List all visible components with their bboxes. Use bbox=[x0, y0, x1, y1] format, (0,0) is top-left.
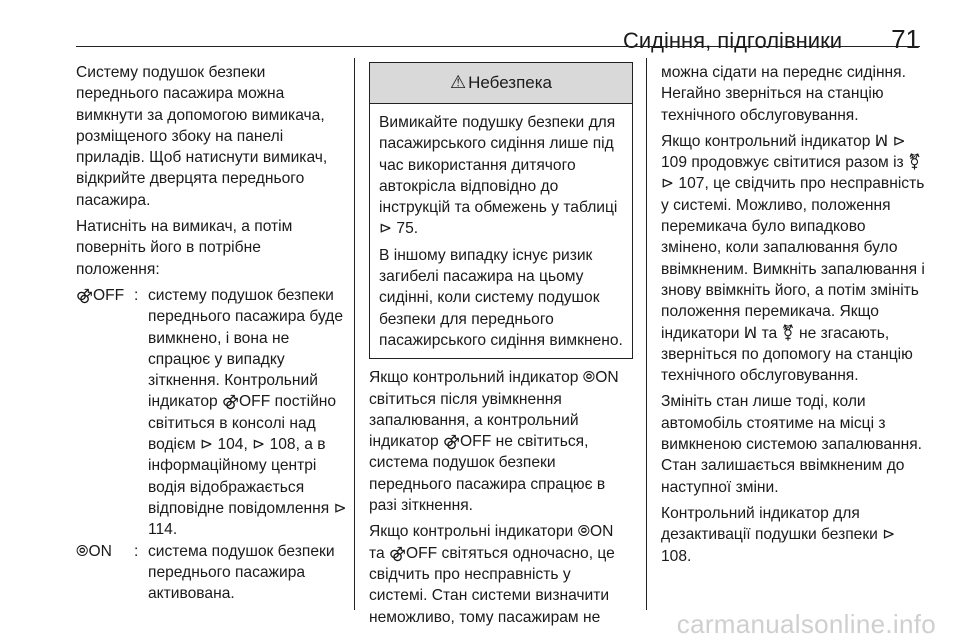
warning-body bbox=[370, 104, 632, 358]
warning-box bbox=[369, 62, 633, 359]
airbag-off-icon: ⚣ bbox=[443, 433, 461, 451]
off-description: систему подушок безпеки переднього пасажира буде вимкнено, і вона не спрацює у випадку зіткнення. Контрольний індикатор ⚣OFF постійно світиться в консолі над водієм ⊳ 104, ⊳ 108, а в інформаційному центрі водія відображається відповідне повідомлення ⊳ 114. bbox=[148, 286, 347, 539]
seatbelt-icon: ꟽ bbox=[743, 324, 758, 342]
airbag-off-icon: ⚣ bbox=[388, 544, 406, 562]
column-2 bbox=[369, 62, 633, 633]
instruction-paragraph: Натисніть на вимикач, а потім поверніть його в потрібне положення: bbox=[76, 218, 293, 278]
paragraph-indicator-on: Якщо контрольний індикатор ⦾ON світиться після увімкнення запалювання, а контрольний індикатор ⚣OFF не світиться, система подушок безпеки переднього пасажира спрацює в разі зіткнення. bbox=[369, 369, 619, 515]
intro-paragraph: Систему подушок безпеки переднього пасажира можна вимкнути за допомогою вимикача, розміщеного збоку на панелі приладів. Щоб натиснути вимикач, відкрийте дверцята переднього пасажира. bbox=[76, 64, 328, 209]
warning-title: Небезпека bbox=[468, 73, 553, 93]
ref-arrow-icon: ⊳ bbox=[892, 132, 906, 150]
page-ref[interactable]: 114. bbox=[148, 521, 178, 539]
off-term: ⚣OFF bbox=[76, 285, 134, 541]
airbag-off-icon: ⚣ bbox=[76, 286, 93, 304]
airbag-on-icon: ⦾ bbox=[577, 523, 591, 541]
on-definition: ⦾ON : система подушок безпеки переднього пасажира активована. bbox=[76, 541, 348, 605]
seatbelt-icon: ꟽ bbox=[874, 132, 889, 150]
page-header bbox=[76, 24, 920, 60]
column-divider-1 bbox=[354, 58, 355, 610]
column-1 bbox=[76, 62, 348, 604]
paragraph-state-change: Змініть стан лише тоді, коли автомобіль стоятиме на місці з вимкненою системою запалювання. Стан залишається ввімкненим до наступної зміни. bbox=[661, 393, 923, 496]
ref-arrow-icon: ⊳ bbox=[252, 436, 266, 454]
header-rule bbox=[76, 46, 920, 47]
paragraph-deactivation: Контрольний індикатор для дезактивації подушки безпеки ⊳ 108. bbox=[661, 504, 896, 565]
page-ref[interactable]: 75. bbox=[396, 220, 419, 238]
ref-arrow-icon: ⊳ bbox=[661, 175, 675, 193]
column-divider-2 bbox=[646, 58, 647, 610]
paragraph-indicators-both: Якщо контрольні індикатори ⦾ON та ⚣OFF світяться одночасно, це свідчить про несправність у системі. Стан системи визначити неможливо, тому пасажирам не bbox=[369, 523, 615, 626]
airbag-on-icon: ⦾ bbox=[76, 542, 89, 560]
ref-arrow-icon: ⊳ bbox=[379, 220, 393, 238]
ref-arrow-icon: ⊳ bbox=[333, 499, 347, 517]
airbag-off-icon: ⚣ bbox=[222, 393, 240, 411]
warning-paragraph-1: Вимикайте подушку безпеки для пасажирського сидіння лише під час використання дитячого автокрісла відповідно до інструкцій та обмежень у таблиці ⊳ 75. bbox=[379, 112, 624, 240]
off-definition: ⚣OFF : систему подушок безпеки переднього пасажира буде вимкнено, і вона не спрацює у випадку зіткнення. Контрольний індикатор ⚣OFF постійно світиться в консолі над водієм ⊳ 104, ⊳ 108, а в інформаційному центрі водія відображається відповідне повідомлення ⊳ 114. bbox=[76, 285, 348, 541]
ref-arrow-icon: ⊳ bbox=[200, 436, 214, 454]
warning-icon: ⚠ bbox=[449, 72, 467, 93]
page-number: 71 bbox=[891, 24, 920, 54]
watermark: carmanualsonline.info bbox=[676, 609, 936, 639]
warning-paragraph-2: В іншому випадку існує ризик загибелі пасажира на цьому сидінні, коли систему подушок безпеки для переднього пасажирського сидіння вимкнено. bbox=[379, 246, 623, 349]
airbag-on-icon: ⦾ bbox=[582, 369, 596, 387]
airbag-icon: ⚧ bbox=[908, 154, 922, 172]
page-title: Сидіння, підголівники bbox=[622, 28, 842, 53]
on-term: ⦾ON bbox=[76, 541, 134, 605]
on-description: система подушок безпеки переднього пасажира активована. bbox=[148, 542, 335, 603]
page-ref[interactable]: 108. bbox=[661, 547, 692, 565]
warning-header bbox=[370, 63, 632, 104]
ref-arrow-icon: ⊳ bbox=[882, 526, 896, 544]
page-ref[interactable]: 104, bbox=[217, 436, 248, 454]
continuation-paragraph: можна сідати на переднє сидіння. Негайно зверніться на станцію технічного обслуговування. bbox=[661, 64, 906, 124]
paragraph-malfunction: Якщо контрольний індикатор ꟽ ⊳ 109 продовжує світитися разом із ⚧ ⊳ 107, це свідчить про несправність у системі. Можливо, положення перемикача було випадково змінено, коли запалювання було ввімкненим. Вимкніть запалювання і знову ввімкніть його, а потім змініть положення перемикача. Якщо індикатори ꟽ та ⚧ не згасають, зверніться по допомогу на станцію технічного обслуговування. bbox=[661, 132, 925, 385]
airbag-icon: ⚧ bbox=[781, 324, 795, 342]
column-3 bbox=[661, 62, 925, 572]
